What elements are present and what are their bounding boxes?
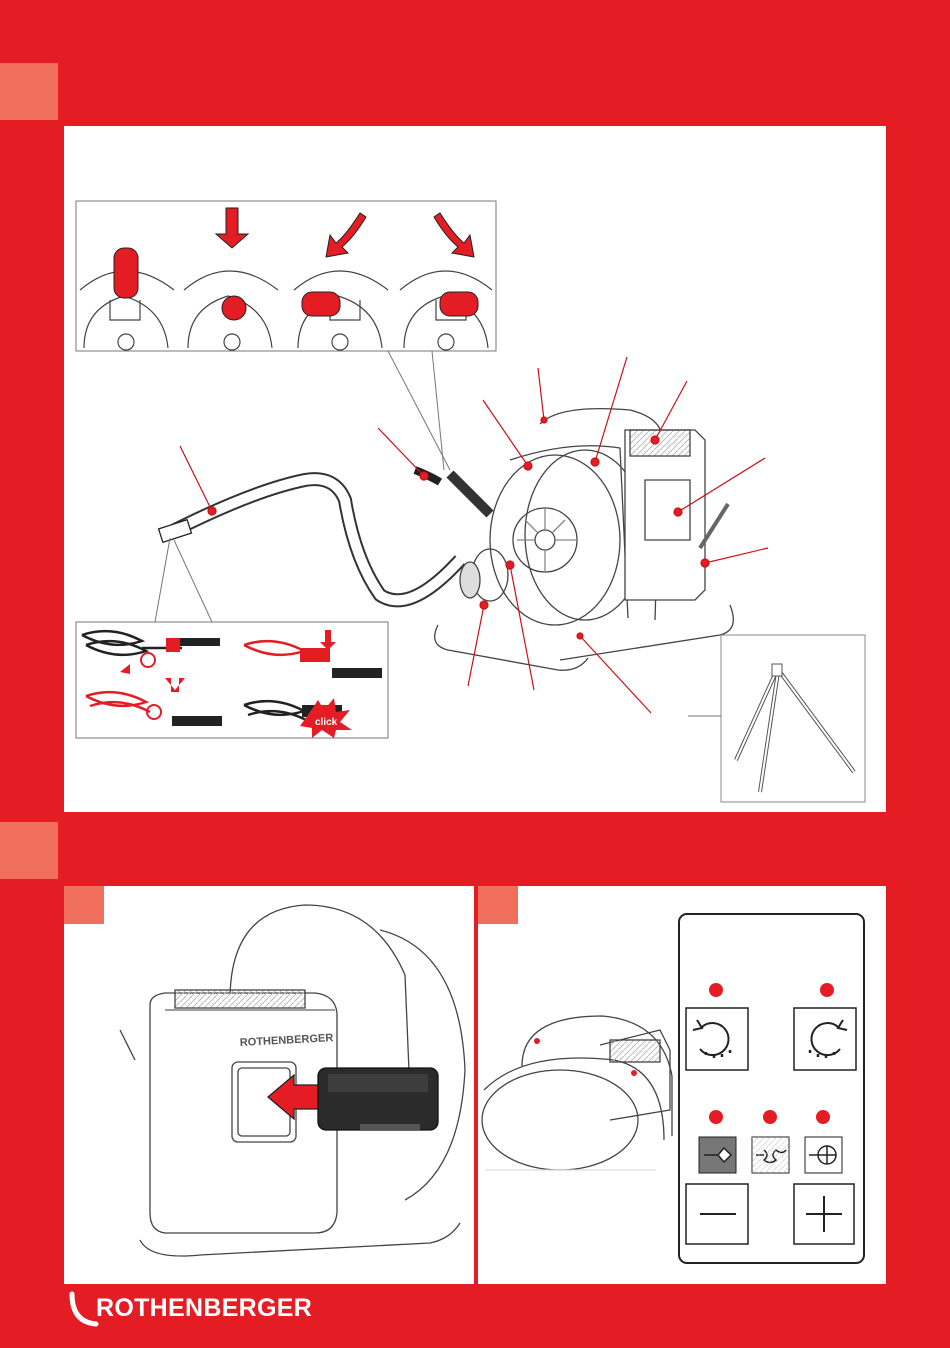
- lock-steps-inset: [76, 201, 496, 470]
- callout-dot: [506, 561, 514, 569]
- lock-knob-left: [302, 292, 340, 316]
- spiral-head-icon: [752, 1137, 789, 1173]
- logo-text: ROTHENBERGER: [96, 1294, 313, 1322]
- callout-dot: [577, 633, 583, 639]
- lock-knob-right: [440, 292, 478, 316]
- callout-dot: [709, 1110, 723, 1124]
- spiral-head-mode[interactable]: [752, 1137, 789, 1173]
- callout-dot: [524, 462, 532, 470]
- tripod-stand-inset: [688, 635, 865, 802]
- spiral-coupling-inset: [76, 622, 388, 738]
- callout-dot: [701, 559, 709, 567]
- device-brand-label: ROTHENBERGER: [239, 1032, 334, 1049]
- callout-dot: [591, 458, 599, 466]
- click-label: click: [315, 717, 338, 728]
- control-panel: [679, 914, 864, 1263]
- control-machine-drawing: [482, 1016, 672, 1170]
- minus-button[interactable]: [686, 1184, 748, 1244]
- rothenberger-logo: [68, 1290, 328, 1330]
- lock-knob-up: [114, 248, 138, 298]
- forward-rotation-button[interactable]: [794, 1008, 856, 1070]
- callout-dot: [480, 601, 488, 609]
- reverse-rotation-button[interactable]: [686, 1008, 748, 1070]
- callout-dot: [820, 983, 834, 997]
- callout-dot: [208, 507, 216, 515]
- lock-knob-pressed: [222, 296, 246, 320]
- callout-dot: [816, 1110, 830, 1124]
- callout-dot: [709, 983, 723, 997]
- callout-dot: [420, 472, 428, 480]
- plus-button[interactable]: [794, 1184, 854, 1244]
- battery-insert-drawing: [120, 905, 465, 1256]
- ball-head-mode[interactable]: [805, 1137, 842, 1173]
- drill-head-mode[interactable]: [699, 1137, 736, 1173]
- callout-dot: [674, 508, 682, 516]
- callout-dot: [541, 417, 547, 423]
- callout-dot: [763, 1110, 777, 1124]
- callout-dot: [651, 436, 659, 444]
